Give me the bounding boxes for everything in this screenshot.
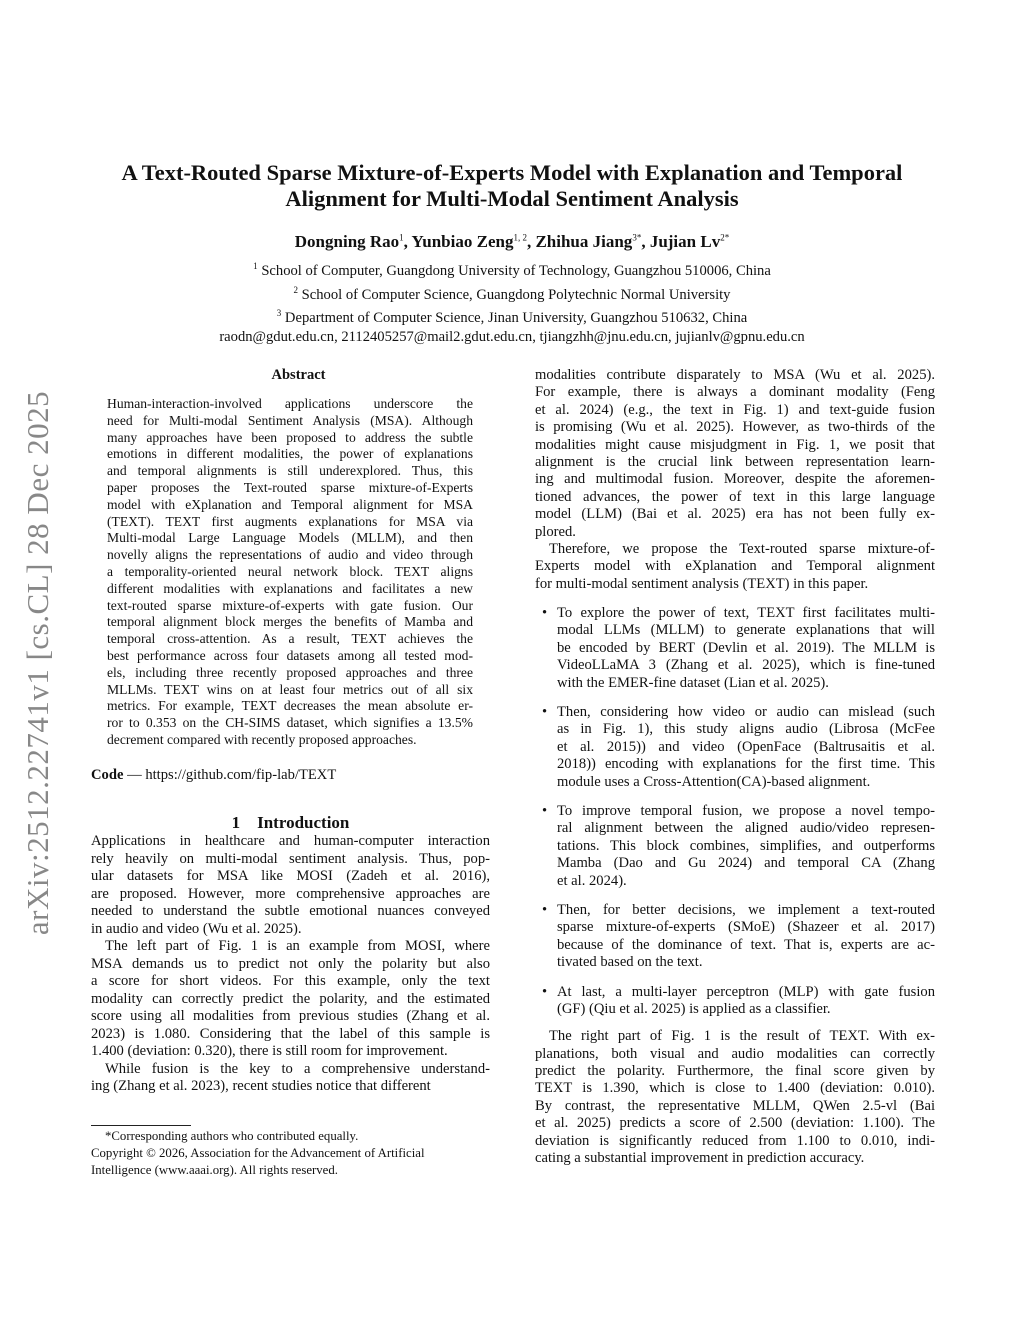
code-link-line xyxy=(91,767,336,784)
text-line: as in Fig. 1), this study aligns audio (Librosa (McFee xyxy=(557,721,935,738)
text-line: deviation is significantly reduced from 1.100 to 0.010, indi- xyxy=(535,1132,935,1149)
text-line: best performance across four datasets among all tested mod- xyxy=(107,647,473,663)
affil-text: Department of Computer Science, Jinan University, Guangzhou 510632, China xyxy=(284,309,748,326)
text-line: The left part of Fig. 1 is an example from MOSI, where xyxy=(105,938,490,954)
text-line: metrics. For example, TEXT decreases the mean absolute er- xyxy=(107,698,473,714)
affiliation xyxy=(60,281,964,305)
bullet-item xyxy=(535,902,935,972)
text-line: different modalities with explanations and facilitates a new xyxy=(107,580,473,596)
text-line: ing and multimodal fusion. Moreover, despite the aforemen- xyxy=(535,471,935,488)
section-title: Introduction xyxy=(257,813,350,832)
text-line: tations. This block combines, simplifies, and outperforms xyxy=(557,837,935,854)
bullet-icon: • xyxy=(542,704,548,721)
text-line: rely heavily on multi-modal sentiment analysis. Thus, pop- xyxy=(91,850,490,867)
paragraph xyxy=(535,1028,935,1167)
paragraph xyxy=(91,1061,490,1096)
code-separator: — xyxy=(123,767,146,783)
section-number: 1 xyxy=(231,813,241,832)
text-line: alignment is the crucial link between representation learn- xyxy=(535,453,935,470)
affil-text: School of Computer, Guangdong University of Technology, Guangzhou 510006, China xyxy=(261,262,771,279)
right-column-top xyxy=(535,367,935,593)
text-line: a temporality-oriented neural network block. TEXT aligns xyxy=(107,563,473,579)
affiliation xyxy=(60,304,964,328)
text-line: To explore the power of text, TEXT first facilitates multi- xyxy=(557,605,935,622)
text-line: Applications in healthcare and human-computer interaction xyxy=(91,833,490,849)
text-line: ral alignment between the aligned audio/video represen- xyxy=(557,820,935,837)
copyright-line: Intelligence (www.aaai.org). All rights reserved. xyxy=(91,1163,338,1177)
author-affil-mark: 3* xyxy=(632,232,642,243)
text-line: a score for short videos. For this example, only the text xyxy=(91,973,490,989)
text-line: decrement compared with recently proposed approaches. xyxy=(107,731,417,747)
text-line: Then, for better decisions, we implement a text-routed xyxy=(557,901,935,918)
paper-title xyxy=(60,160,964,212)
text-line: TEXT is 1.390, which is close to 1.400 (deviation: 0.010). xyxy=(535,1080,935,1097)
code-label: Code xyxy=(91,767,124,783)
text-line: for multi-modal sentiment analysis (TEXT) in this paper. xyxy=(535,575,869,592)
affiliations xyxy=(60,257,964,346)
text-line: Mamba (Dao and Gu 2024) and temporal CA (Zhang xyxy=(557,855,935,872)
author-affil-mark: 2* xyxy=(720,232,730,243)
text-line: ing (Zhang et al. 2023), recent studies notice that different xyxy=(91,1078,431,1094)
abstract-heading: Abstract xyxy=(271,367,326,383)
text-line: els, including three recently proposed approaches and three xyxy=(107,664,473,680)
text-line: modal LLMs (MLLM) to generate explanations that will xyxy=(557,622,935,639)
affil-number: 2 xyxy=(293,284,298,295)
contribution-list xyxy=(535,605,935,1018)
bullet-item xyxy=(535,984,935,1019)
text-line: et al. 2025) predicts a score of 2.500 (deviation: 1.100). The xyxy=(535,1115,935,1132)
code-url[interactable]: https://github.com/fip-lab/TEXT xyxy=(145,767,337,783)
text-line: needed to understand the subtle emotional nuances conveyed xyxy=(91,903,490,919)
author-affil-mark: 1, 2 xyxy=(513,232,527,243)
bullet-item xyxy=(535,605,935,692)
text-line: plored. xyxy=(535,523,576,540)
text-line: sparse mixture-of-experts (SMoE) (Shazeer et al. 2017) xyxy=(557,919,935,936)
text-line: Human-interaction-involved applications underscore the xyxy=(107,396,473,411)
text-line: is promising (Wu et al. 2025). However, as two-thirds of the xyxy=(535,419,935,436)
text-line: ular datasets for MSA like MOSI (Zadeh et al. 2016), xyxy=(91,868,490,884)
text-line: score using all modalities from previous studies (Zhang et al. xyxy=(91,1008,490,1024)
paragraph xyxy=(535,367,935,541)
author-name: Yunbiao Zeng xyxy=(411,232,514,251)
text-line: temporal alignment block merges the benefits of Mamba and xyxy=(107,614,473,630)
text-line: because of the dominance of text. That is, experts are ac- xyxy=(557,936,935,953)
text-line: While fusion is the key to a comprehensive understand- xyxy=(105,1060,490,1077)
right-column-bottom xyxy=(535,1028,935,1167)
text-line: 1.400 (deviation: 0.320), there is still room for improvement. xyxy=(91,1043,448,1059)
text-line: et al. 2015)) and video (OpenFace (Baltrusaitis et al. xyxy=(557,738,935,755)
text-line: in audio and video (Wu et al. 2025). xyxy=(91,920,302,937)
text-line: At last, a multi-layer perceptron (MLP) with gate fusion xyxy=(557,983,935,1000)
text-line: MLLMs. TEXT wins on at least four metrics out of all six xyxy=(107,681,473,697)
text-line: cating a substantial improvement in prediction accuracy. xyxy=(535,1150,865,1167)
footnote-corresponding: *Corresponding authors who contributed equally. xyxy=(105,1129,359,1143)
text-line: modalities contribute disparately to MSA (Wu et al. 2025). xyxy=(535,367,935,383)
text-line: planations, both visual and audio modalities can correctly xyxy=(535,1045,935,1062)
bullet-icon: • xyxy=(542,802,548,819)
text-line: 2018)) encoding with explanations for the first time. This xyxy=(557,756,935,773)
text-line: novelly aligns the representations of audio and video through xyxy=(107,547,473,563)
text-line: (TEXT). TEXT first augments explanations for MSA via xyxy=(107,513,473,529)
text-line: model with eXplanation and Temporal alignment for MSA xyxy=(107,496,473,512)
text-line: be encoded by BERT (Devlin et al. 2019). The MLLM is xyxy=(557,639,935,656)
text-line: VideoLLaMA 3 (Zhang et al. 2025), which is fine-tuned xyxy=(557,657,935,674)
title-line: A Text-Routed Sparse Mixture-of-Experts Model with Explanation and Temporal xyxy=(121,160,903,185)
text-line: MSA demands us to predict not only the polarity but also xyxy=(91,955,490,972)
text-line: Therefore, we propose the Text-routed sparse mixture-of- xyxy=(549,540,935,557)
text-line: ror to 0.353 on the CH-SIMS dataset, which signifies a 13.5% xyxy=(107,715,473,731)
footnotes xyxy=(91,1128,490,1179)
text-line: text-routed sparse mixture-of-experts with gate fusion. Our xyxy=(107,597,473,613)
author-list: Dongning Rao$^1$, Yunbiao Zeng$^{1, 2}$, Zhihua Jiang$^{3*}$, Jujian $Lv^{2*}$ xyxy=(294,232,730,251)
author-name: Zhihua Jiang xyxy=(535,232,633,251)
text-line: (GF) (Qiu et al. 2025) is applied as a classifier. xyxy=(557,1000,831,1017)
text-line: Then, considering how video or audio can mislead (such xyxy=(557,704,935,721)
affil-text: School of Computer Science, Guangdong Polytechnic Normal University xyxy=(301,286,731,303)
text-line: predict the polarity. Furthermore, the final score given by xyxy=(535,1063,935,1080)
author-name: Dongning Rao xyxy=(294,232,400,251)
title-line: Alignment for Multi-Modal Sentiment Analysis xyxy=(285,186,739,211)
text-line: with the EMER-fine dataset (Lian et al. 2025). xyxy=(557,674,829,691)
text-line: 2023) is 1.080. Considering that the label of this sample is xyxy=(91,1025,490,1042)
paragraph xyxy=(91,833,490,938)
text-line: emotions in different modalities, the power of explanations xyxy=(107,446,473,462)
author-affil-mark: 1 xyxy=(399,232,404,243)
text-line: By contrast, the representative MLLM, QWen 2.5-vl (Bai xyxy=(535,1097,935,1114)
text-line: modalities might cause misjudgment in Fig. 1, we posit that xyxy=(535,436,935,453)
section-heading-introduction xyxy=(91,813,490,833)
text-line: temporal cross-attention. As a result, TEXT achieves the xyxy=(107,631,473,647)
author-emails: raodn@gdut.edu.cn, 2112405257@mail2.gdut.edu.cn, tjiangzhh@jnu.edu.cn, jujianlv@gpnu.edu.cn xyxy=(219,328,805,345)
text-line: tivated based on the text. xyxy=(557,954,703,971)
paragraph xyxy=(91,938,490,1061)
text-line: need for Multi-modal Sentiment Analysis (MSA). Although xyxy=(107,412,473,428)
affil-number: 3 xyxy=(276,308,282,319)
text-line: many approaches have been proposed to address the subtle xyxy=(107,429,473,445)
author-name: Jujian Lv xyxy=(649,232,721,251)
bullet-item xyxy=(535,803,935,890)
text-line: and temporal alignments is still underexplored. Thus, this xyxy=(107,463,473,479)
text-line: Experts model with eXplanation and Temporal alignment xyxy=(535,558,935,575)
text-line: are proposed. However, more comprehensive approaches are xyxy=(91,885,490,902)
affiliation xyxy=(60,257,964,281)
text-line: model (LLM) (Bai et al. 2025) era has not been fully ex- xyxy=(535,506,935,523)
bullet-icon: • xyxy=(542,983,548,1000)
bullet-icon: • xyxy=(542,605,548,622)
copyright-line: Copyright © 2026, Association for the Advancement of Artificial xyxy=(91,1146,425,1160)
text-line: module uses a Cross-Attention(CA)-based alignment. xyxy=(557,773,871,790)
bullet-icon: • xyxy=(542,901,548,918)
arxiv-identifier-sidebar: arXiv:2512.22741v1 [cs.CL] 28 Dec 2025 xyxy=(20,390,55,936)
text-line: et al. 2024) (e.g., the text in Fig. 1) and text-guide fusion xyxy=(535,401,935,418)
text-line: et al. 2024). xyxy=(557,872,627,889)
text-line: Multi-modal Large Language Models (MLLM), and then xyxy=(107,530,473,546)
text-line: tioned advances, the power of text in this large language xyxy=(535,488,935,505)
affil-number: 1 xyxy=(253,261,258,271)
footnote-rule xyxy=(91,1125,191,1126)
text-line: The right part of Fig. 1 is the result of TEXT. With ex- xyxy=(549,1028,935,1045)
right-column xyxy=(535,367,935,1167)
bullet-item xyxy=(535,704,935,791)
text-line: modality can correctly predict the polarity, and the estimated xyxy=(91,990,490,1007)
text-line: For example, there is always a dominant modality (Feng xyxy=(535,384,935,401)
text-line: To improve temporal fusion, we propose a novel tempo- xyxy=(557,802,935,819)
paragraph xyxy=(535,541,935,593)
introduction-body xyxy=(91,833,490,1096)
abstract-body xyxy=(107,396,473,749)
text-line: paper proposes the Text-routed sparse mixture-of-Experts xyxy=(107,479,473,495)
